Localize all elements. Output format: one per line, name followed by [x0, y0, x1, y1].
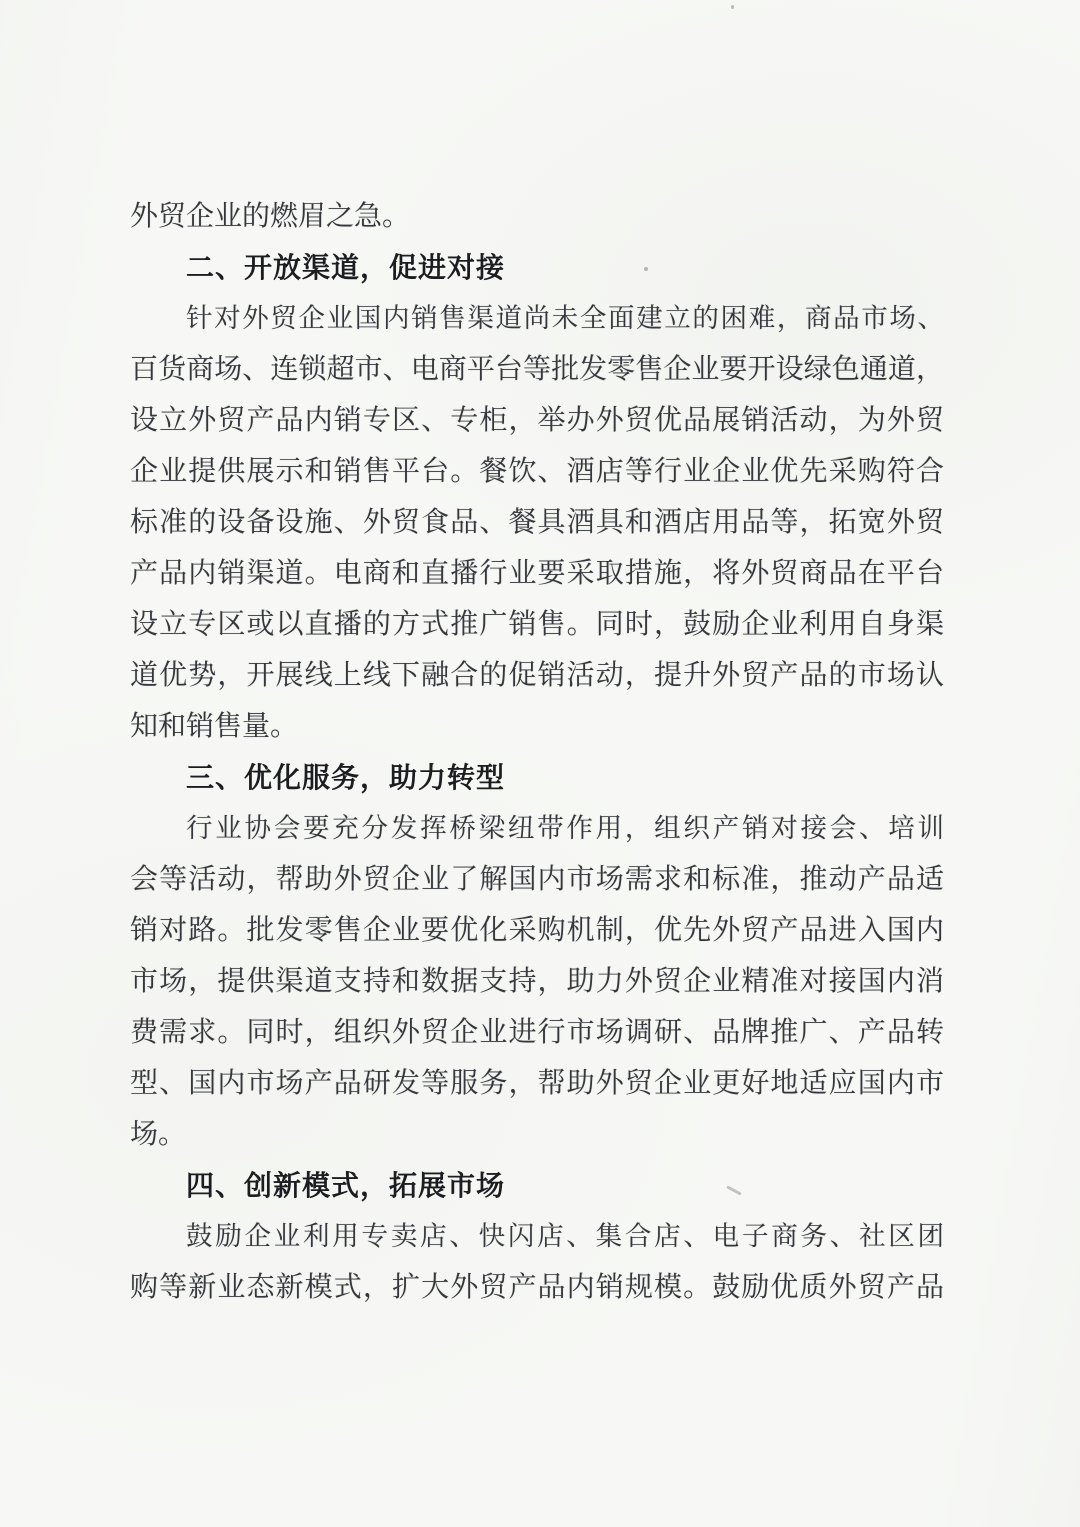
section-heading: 三、优化服务，助力转型: [186, 762, 506, 793]
text-line: 市场，提供渠道支持和数据支持，助力外贸企业精准对接国内消: [130, 966, 944, 997]
section-heading: 二、开放渠道，促进对接: [186, 252, 506, 283]
text-line: 会等活动，帮助外贸企业了解国内市场需求和标准，推动产品适: [130, 864, 944, 895]
text-line: 鼓励企业利用专卖店、快闪店、集合店、电子商务、社区团: [186, 1221, 944, 1251]
document-text: [130, 191, 944, 1313]
text-line: 费需求。同时，组织外贸企业进行市场调研、品牌推广、产品转: [130, 1017, 944, 1048]
text-line: 企业提供展示和销售平台。餐饮、酒店等行业企业优先采购符合: [130, 456, 944, 487]
text-line: 百货商场、连锁超市、电商平台等批发零售企业要开设绿色通道，: [130, 354, 944, 385]
text-line: 行业协会要充分发挥桥梁纽带作用，组织产销对接会、培训: [186, 813, 944, 843]
text-line: 场。: [130, 1119, 187, 1150]
text-line: 道优势，开展线上线下融合的促销活动，提升外贸产品的市场认: [130, 660, 944, 691]
text-line: 销对路。批发零售企业要优化采购机制，优先外贸产品进入国内: [130, 915, 944, 946]
text-line: 针对外贸企业国内销售渠道尚未全面建立的困难，商品市场、: [186, 303, 944, 333]
text-line: 型、国内市场产品研发等服务，帮助外贸企业更好地适应国内市: [130, 1068, 944, 1099]
text-line: 知和销售量。: [130, 711, 299, 742]
text-line: 外贸企业的燃眉之急。: [130, 201, 411, 232]
section-heading: 四、创新模式，拓展市场: [186, 1170, 506, 1201]
text-line: 产品内销渠道。电商和直播行业要采取措施，将外贸商品在平台: [130, 558, 944, 589]
scan-speck: [731, 5, 734, 9]
text-line: 标准的设备设施、外贸食品、餐具酒具和酒店用品等，拓宽外贸: [130, 507, 944, 538]
text-line: 设立外贸产品内销专区、专柜，举办外贸优品展销活动，为外贸: [130, 405, 944, 436]
text-line: 购等新业态新模式，扩大外贸产品内销规模。鼓励优质外贸产品: [130, 1272, 944, 1303]
text-line: 设立专区或以直播的方式推广销售。同时，鼓励企业利用自身渠: [130, 609, 944, 640]
